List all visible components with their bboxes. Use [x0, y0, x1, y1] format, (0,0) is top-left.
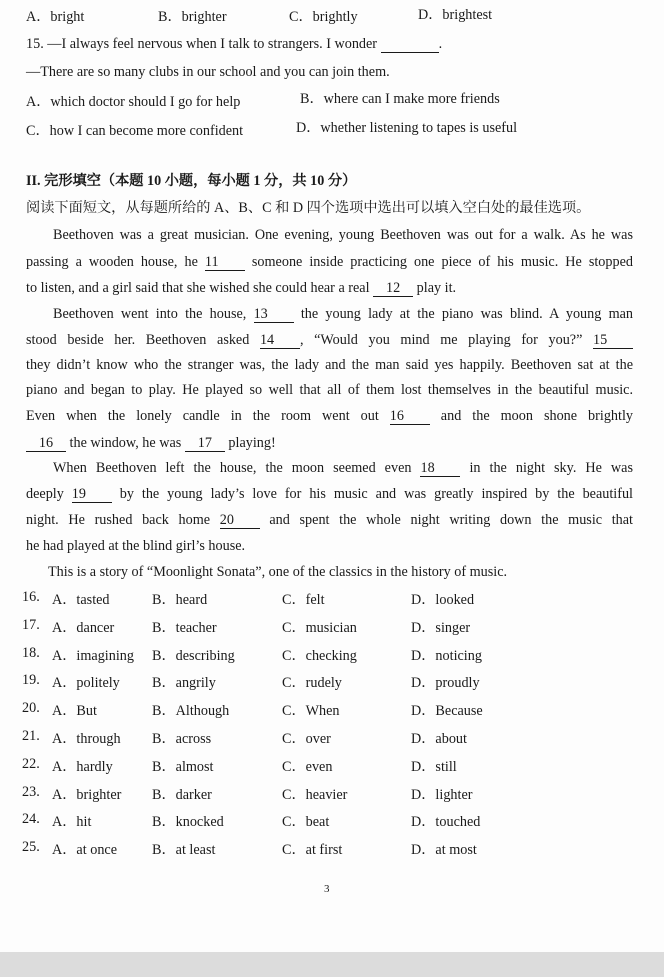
- section-instruction: 阅读下面短文，从每题所给的 A、B、C 和 D 四个选项中选出可以填入空白处的最佳选项。: [26, 200, 591, 216]
- passage-text: Even when the lonely candle in the room went out: [26, 408, 390, 424]
- q25-option-c: C．at first: [282, 842, 343, 859]
- q16-option-c: C．felt: [282, 592, 325, 608]
- q24-option-c: C．beat: [282, 814, 330, 831]
- q15-reply: —There are so many clubs in our school and you can join them.: [26, 64, 390, 80]
- q15-stem-end: .: [438, 36, 443, 52]
- q22-option-b: B．almost: [152, 758, 214, 775]
- blank-12: 12: [373, 281, 413, 297]
- blank-17: 17: [185, 436, 225, 452]
- q22-option-d: D．still: [411, 758, 457, 775]
- passage-line: [26, 537, 245, 555]
- passage-text: night. He rushed back home: [26, 512, 220, 528]
- passage-text: to listen, and a girl said that she wished she could hear a real: [26, 280, 374, 296]
- q18-option-a: A．imagining: [52, 647, 134, 664]
- passage-text: This is a story of “Moonlight Sonata”, one of the classics in the history of music.: [48, 564, 508, 580]
- passage-text: and spent the whole night writing down the music that: [259, 512, 633, 528]
- blank-18: 18: [420, 461, 460, 477]
- passage-text: the young lady at the piano was blind. A young man: [293, 306, 633, 322]
- blank-11: 11: [205, 255, 245, 271]
- passage-text: , “Would you mind me playing for you?”: [299, 332, 593, 348]
- q17-option-c: C．musician: [282, 619, 357, 636]
- q25-option-a: A．at once: [52, 842, 118, 859]
- blank-15: 15: [593, 333, 633, 349]
- q19-option-a: A．politely: [52, 675, 120, 692]
- q20-number: 20.: [22, 700, 40, 717]
- q17-option-a: A．dancer: [52, 619, 115, 636]
- passage-line: [26, 279, 456, 297]
- passage-text: and the moon shone brightly: [429, 408, 633, 424]
- passage-text: stood beside her. Beethoven asked: [26, 332, 260, 348]
- q14-option-b: B．brighter: [158, 9, 227, 25]
- q16-option-a: A．tasted: [52, 592, 110, 608]
- q14-option-a: A．bright: [26, 9, 85, 25]
- passage-text: Beethoven was a great musician. One evening, young Beethoven was out for a walk. As he was: [53, 227, 633, 243]
- q15-option-c: C．how I can become more confident: [26, 123, 244, 139]
- q16-option-b: B．heard: [152, 592, 208, 608]
- q22-option-c: C．even: [282, 758, 333, 775]
- passage-text: in the night sky. He was: [460, 460, 633, 476]
- passage-line: [26, 253, 633, 271]
- q15-stem-text: —I always feel nervous when I talk to strangers. I wonder: [47, 36, 378, 52]
- q19-option-c: C．rudely: [282, 675, 342, 692]
- q23-option-b: B．darker: [152, 786, 212, 803]
- blank-19: 19: [72, 487, 112, 503]
- q24-number: 24.: [22, 811, 40, 828]
- q15-option-a: A．which doctor should I go for help: [26, 94, 241, 110]
- q21-option-c: C．over: [282, 731, 331, 747]
- q25-option-b: B．at least: [152, 842, 216, 859]
- q17-number: 17.: [22, 616, 40, 633]
- q25-option-d: D．at most: [411, 842, 477, 859]
- q18-option-c: C．checking: [282, 647, 357, 664]
- viewer-bottom-bar: [0, 952, 664, 977]
- q24-option-b: B．knocked: [152, 814, 224, 831]
- passage-text: When Beethoven left the house, the moon seemed even: [53, 460, 421, 476]
- q17-option-d: D．singer: [411, 619, 471, 636]
- q20-option-c: C．When: [282, 703, 340, 720]
- q15-blank: [381, 37, 439, 53]
- passage-text: he had played at the blind girl’s house.: [26, 538, 246, 554]
- q24-option-a: A．hit: [52, 814, 92, 831]
- passage-text: the window, he was: [66, 435, 185, 451]
- passage-text: piano and began to play. He played so well that all of them lost themselves in the beautiful music.: [26, 382, 633, 398]
- q20-option-d: D．Because: [411, 703, 483, 720]
- passage-line: [26, 356, 633, 374]
- page-number: 3: [324, 883, 330, 895]
- passage-line: [53, 226, 633, 244]
- passage-line: [53, 305, 633, 323]
- q14-option-c: C．brightly: [289, 9, 358, 25]
- passage-line: [26, 331, 633, 349]
- q15-option-b: B．where can I make more friends: [300, 91, 500, 107]
- passage-text: deeply: [26, 486, 72, 502]
- q24-option-d: D．touched: [411, 814, 481, 831]
- q19-number: 19.: [22, 672, 40, 689]
- q23-option-a: A．brighter: [52, 786, 122, 803]
- q16-option-d: D．looked: [411, 592, 475, 608]
- blank-16: 16: [390, 409, 430, 425]
- section-title: II. 完形填空（本题 10 小题，每小题 1 分，共 10 分）: [26, 173, 357, 189]
- passage-text: by the young lady’s love for his music and was greatly inspired by the beautiful: [111, 486, 633, 502]
- q25-number: 25.: [22, 839, 40, 856]
- q15-option-d: D．whether listening to tapes is useful: [296, 120, 518, 136]
- q23-option-c: C．heavier: [282, 786, 348, 803]
- q15-number: 15.: [26, 36, 44, 52]
- q19-option-d: D．proudly: [411, 675, 480, 692]
- q19-option-b: B．angrily: [152, 675, 216, 692]
- passage-text: playing!: [224, 435, 276, 451]
- q21-option-a: A．through: [52, 731, 121, 747]
- q22-number: 22.: [22, 755, 40, 772]
- q15-stem: [26, 35, 442, 53]
- q23-option-d: D．lighter: [411, 786, 473, 803]
- q14-option-d: D．brightest: [418, 7, 493, 23]
- q20-option-b: B．Although: [152, 703, 230, 720]
- blank-14: 14: [260, 333, 300, 349]
- passage-line: [26, 434, 276, 452]
- passage-line: [26, 407, 633, 425]
- q21-option-b: B．across: [152, 731, 212, 747]
- passage-text: play it.: [413, 280, 457, 296]
- blank-16: 16: [26, 436, 66, 452]
- passage-line: [26, 511, 633, 529]
- q18-option-d: D．noticing: [411, 647, 482, 664]
- q22-option-a: A．hardly: [52, 758, 113, 775]
- q18-option-b: B．describing: [152, 647, 235, 664]
- q18-number: 18.: [22, 644, 40, 661]
- passage-line: [48, 563, 507, 581]
- passage-line: [26, 381, 633, 399]
- passage-text: Beethoven went into the house,: [53, 306, 254, 322]
- q21-option-d: D．about: [411, 731, 467, 747]
- blank-20: 20: [220, 513, 260, 529]
- passage-text: someone inside practicing one piece of his music. He stopped: [244, 254, 633, 270]
- q17-option-b: B．teacher: [152, 619, 217, 636]
- q20-option-a: A．But: [52, 703, 97, 720]
- passage-text: they didn’t know who the stranger was, the lady and the man said yes happily. Beethoven sat at the: [26, 357, 633, 373]
- q23-number: 23.: [22, 783, 40, 800]
- q21-number: 21.: [22, 728, 40, 744]
- passage-text: passing a wooden house, he: [26, 254, 205, 270]
- passage-line: [53, 459, 633, 477]
- q16-number: 16.: [22, 589, 40, 605]
- passage-line: [26, 485, 633, 503]
- blank-13: 13: [254, 307, 294, 323]
